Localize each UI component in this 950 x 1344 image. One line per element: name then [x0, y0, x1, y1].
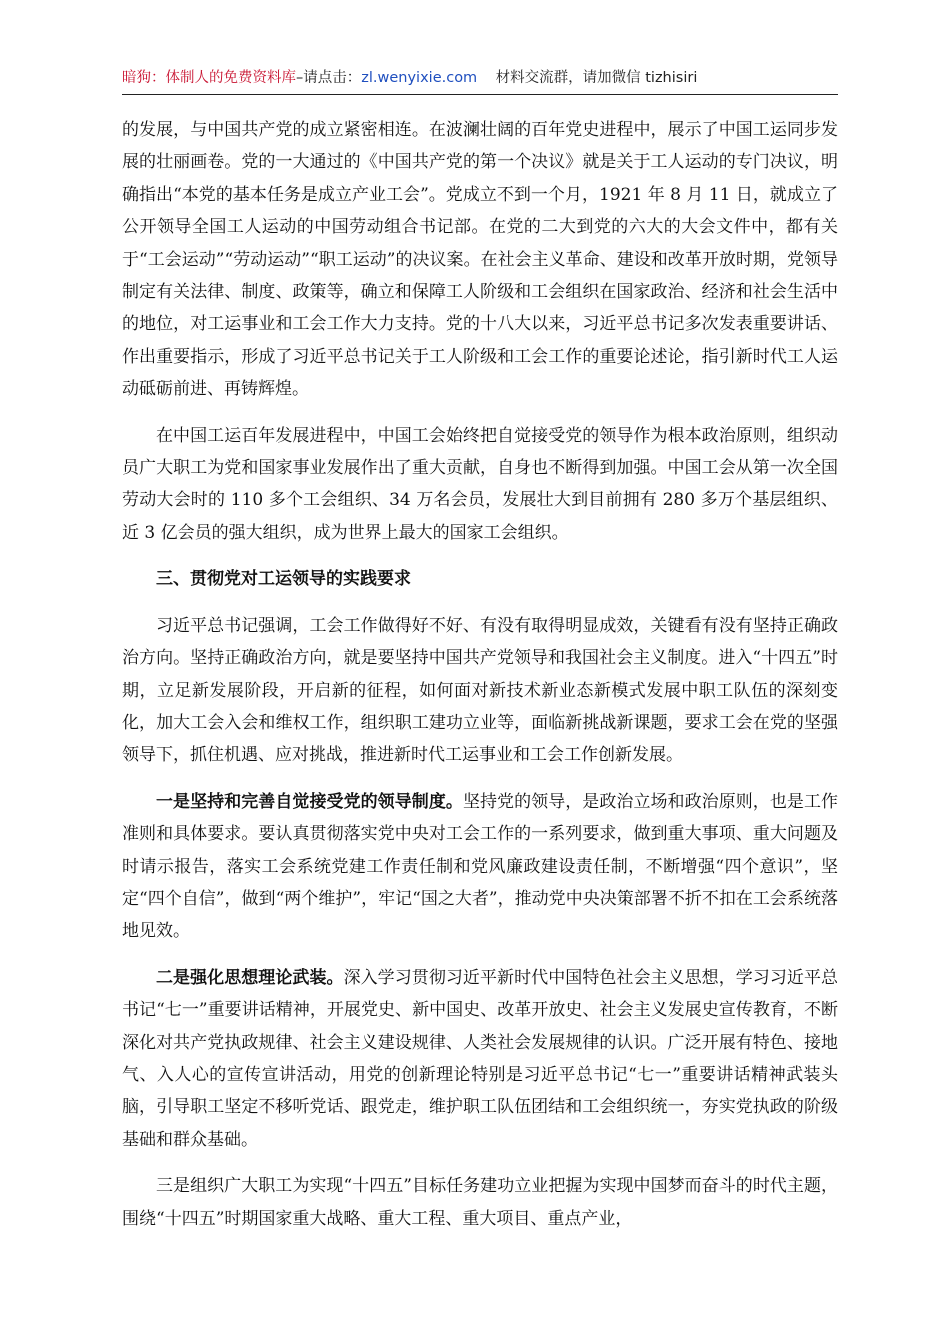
paragraph-1: 的发展，与中国共产党的成立紧密相连。在波澜壮阔的百年党史进程中，展示了中国工运同步发展的壮丽画卷。党的一大通过的《中国共产党的第一个决议》就是关于工人运动的专门决议，明确指出“本党的基本任务是成立产业工会”。党成立不到一个月，1921 年 8 月 11 日，就成立了公开领导全国工人运动的中国劳动组合书记部。在党的二大到党的六大的大会文件中，都有关于“工会运动”“劳动运动”“职工运动”的决议案。在社会主义革命、建设和改革开放时期，党领导制定有关法律、制度、政策等，确立和保障工人阶级和工会组织在国家政治、经济和社会生活中的地位，对工运事业和工会工作大力支持。党的十八大以来，习近平总书记多次发表重要讲话、作出重要指示，形成了习近平总书记关于工人阶级和工会工作的重要论述论，指引新时代工人运动砥砺前进、再铸辉煌。	[122, 120, 838, 400]
paragraph-5-lead: 二是强化思想理论武装。	[156, 967, 344, 988]
paragraph-2: 在中国工运百年发展进程中，中国工会始终把自觉接受党的领导作为根本政治原则，组织动员广大职工为党和国家事业发展作出了重大贡献，自身也不断得到加强。中国工会从第一次全国劳动大会时的 110 多个工会组织、34 万名会员，发展壮大到目前拥有 280 多万个基层组织、近 3 亿会员的强大组织，成为世界上最大的国家工会组织。	[122, 425, 838, 543]
paragraph-4-lead: 一是坚持和完善自觉接受党的领导制度。	[156, 791, 463, 812]
section-heading-3: 三、贯彻党对工运领导的实践要求	[156, 569, 411, 590]
paragraph-4	[122, 786, 838, 948]
header-click-prefix: –请点击：	[296, 70, 362, 86]
document-body	[122, 114, 838, 1235]
paragraph-4-text: 坚持党的领导，是政治立场和政治原则，也是工作准则和具体要求。要认真贯彻落实党中央对工会工作的一系列要求，做到重大事项、重大问题及时请示报告，落实工会系统党建工作责任制和党风廉政建设责任制，不断增强“四个意识”，坚定“四个自信”，做到“两个维护”，牢记“国之大者”，推动党中央决策部署不折不扣在工会系统落地见效。	[122, 791, 839, 942]
paragraph-5-text: 深入学习贯彻习近平新时代中国特色社会主义思想，学习习近平总书记“七一”重要讲话精神，开展党史、新中国史、改革开放史、社会主义发展史宣传教育，不断深化对共产党执政规律、社会主义建设规律、人类社会发展规律的认识。广泛开展有特色、接地气、入人心的宣传宣讲活动，用党的创新理论特别是习近平总书记“七一”重要讲话精神武装头脑，引导职工坚定不移听党话、跟党走，维护职工队伍团结和工会组织统一，夯实党执政的阶级基础和群众基础。	[122, 967, 839, 1150]
header-group-info: 材料交流群，请加微信 tizhisiri	[495, 70, 698, 86]
header-brand: 暗狗：体制人的免费资料库	[122, 70, 296, 86]
paragraph-5	[122, 962, 838, 1156]
paragraph-6: 三是组织广大职工为实现“十四五”目标任务建功立业把握为实现中国梦而奋斗的时代主题，围绕“十四五”时期国家重大战略、重大工程、重大项目、重点产业，	[122, 1176, 838, 1229]
paragraph-3: 习近平总书记强调，工会工作做得好不好、有没有取得明显成效，关键看有没有坚持正确政治方向。坚持正确政治方向，就是要坚持中国共产党领导和我国社会主义制度。进入“十四五”时期，立足新发展阶段，开启新的征程，如何面对新技术新业态新模式发展中职工队伍的深刻变化，加大工会入会和维权工作，组织职工建功立业等，面临新挑战新课题，要求工会在党的坚强领导下，抓住机遇、应对挑战，推进新时代工运事业和工会工作创新发展。	[122, 615, 838, 766]
page-header	[122, 66, 838, 95]
header-url-link[interactable]: zl.wenyixie.com	[361, 70, 478, 86]
